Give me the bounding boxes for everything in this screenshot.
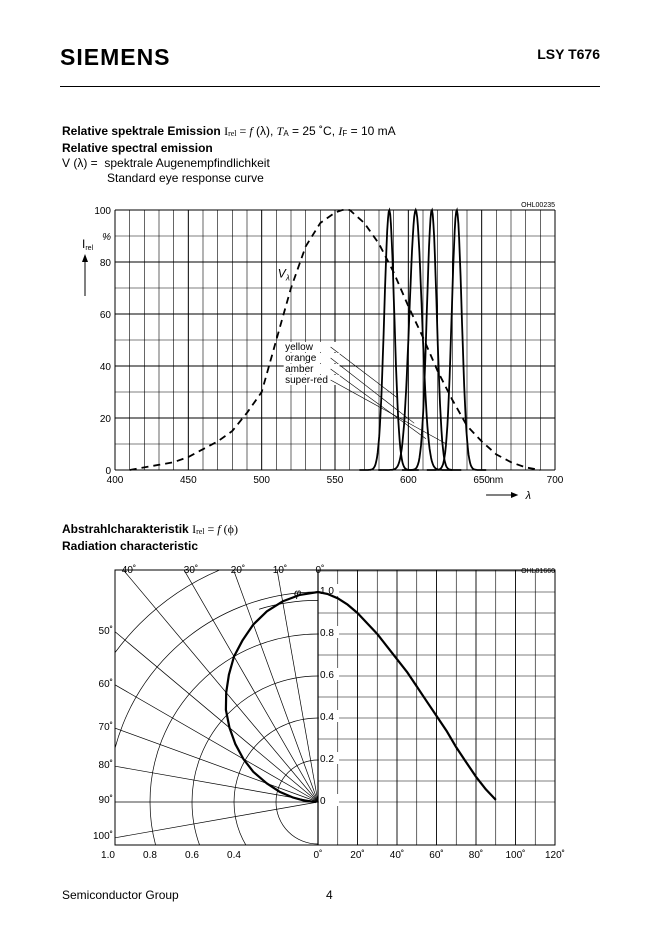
spectral-title-en: Relative spectral emission [62,141,213,155]
radial-tick-label: 0.2 [320,754,334,765]
part-number: LSY T676 [537,46,600,62]
radial-tick-label: 0.8 [320,628,334,639]
y-tick-label: 80 [99,258,111,269]
legend-yellow: yellow [285,342,313,353]
angle-top-label: 0˚ [315,565,325,576]
formula-irel: $I_{rel} = f$ [224,124,253,138]
y-tick-label: 0 [105,466,111,477]
radiation-title-de: Abstrahlcharakteristik $I_{rel} = f$ (ϕ) [62,522,238,536]
x-tick-label: 700 [546,475,564,486]
x-right-tick-label: 100˚ [505,850,526,861]
angle-left-label: 80˚ [98,760,113,771]
chart-code: OHL01660 [521,568,555,575]
phi-label: φ [294,587,302,600]
legend-amber: amber [285,364,314,375]
angle-left-label: 70˚ [98,722,113,733]
x-tick-label: 550 [326,475,344,486]
legend-orange: orange [285,353,317,364]
polar-spoke [118,456,318,802]
x-right-tick-label: 0˚ [313,850,323,861]
x-left-tick-label: 0.8 [143,850,157,861]
radial-tick-label: 0.4 [320,712,334,723]
y-tick-label: 100 [94,206,111,217]
radial-tick-label: 0.6 [320,670,334,681]
radiation-title-en: Radiation characteristic [62,539,199,553]
x-tick-label: 400 [106,475,124,486]
y-tick-label: 40 [99,362,111,373]
x-axis-label: λ [525,490,532,502]
legend-super-red: super-red [285,375,328,386]
angle-top-label: 40˚ [121,565,137,576]
x-tick-label: 500 [253,475,271,486]
angle-top-label: 30˚ [183,565,199,576]
y-unit-label: % [102,232,111,243]
x-unit-label: nm [489,475,504,486]
x-right-tick-label: 60˚ [429,850,444,861]
polar-spoke [0,602,318,802]
angle-left-label: 60˚ [98,679,113,690]
polar-spoke [181,426,318,802]
x-right-tick-label: 120˚ [544,850,566,861]
x-left-tick-label: 1.0 [101,850,115,861]
y-axis-label: Irel [82,237,94,252]
polar-spoke [249,408,318,802]
spectral-title-de: Relative spektrale Emission $I_{rel} = f$ (λ), $T_A = 25$ ˚C, $I_F = 10$ mA [62,124,396,138]
spectral-title-de-bold: Relative spektrale Emission [62,124,221,138]
polar-spoke [12,545,318,802]
polar-intensity-curve [226,592,318,802]
angle-left-label: 100˚ [92,831,113,842]
x-right-tick-label: 40˚ [389,850,405,861]
angle-top-label: 20˚ [230,565,246,576]
polar-spoke [0,733,318,802]
polar-spoke [61,496,318,802]
x-right-tick-label: 80˚ [468,850,484,861]
x-tick-label: 600 [399,475,417,486]
x-left-tick-label: 0.6 [185,850,199,861]
phi-arc [259,600,318,609]
angle-top-label: 10˚ [272,565,288,576]
x-tick-label: 450 [179,475,197,486]
radial-tick-label: 0 [320,796,326,807]
footer-page-number: 4 [326,888,333,902]
y-tick-label: 20 [99,414,111,425]
y-tick-label: 60 [99,310,111,321]
footer-company: Semiconductor Group [62,888,179,902]
x-tick-label: 650 [473,475,491,486]
angle-left-label: 50˚ [98,626,113,637]
x-right-tick-label: 20˚ [350,850,365,861]
v-lambda-definition-en: Standard eye response curve [107,171,264,185]
angle-left-label: 90˚ [98,795,113,806]
v-lambda-definition: V (λ) = spektrale Augenempfindlichkeit [62,156,270,170]
chart-code: OHL00235 [521,202,555,209]
radial-tick-label: 1.0 [320,586,334,597]
polar-spoke [0,802,318,871]
x-left-tick-label: 0.4 [227,850,241,861]
v-lambda-annotation: $V_\lambda$ [277,266,290,283]
siemens-logo: SIEMENS [60,44,171,70]
